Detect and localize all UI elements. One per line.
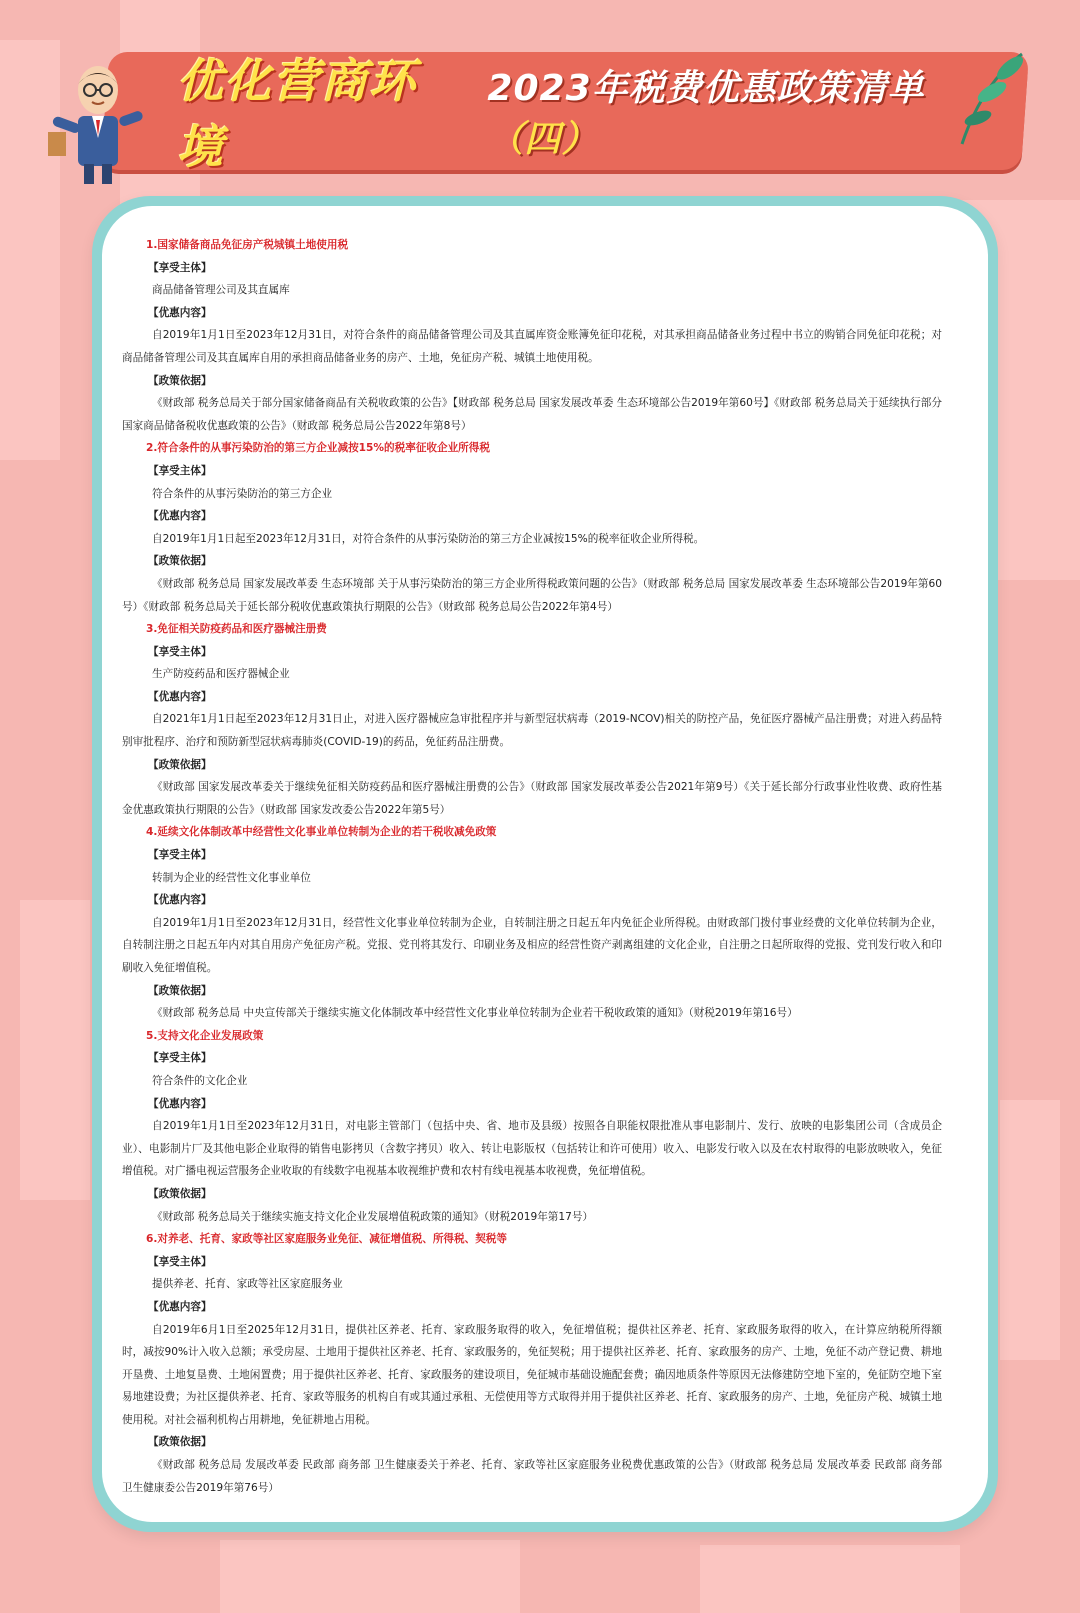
- title-paren: （四）: [487, 119, 599, 160]
- policy-content: 自2019年1月1日至2023年12月31日，经营性文化事业单位转制为企业，自转制注册之日起五年内免征企业所得税。由财政部门拨付事业经费的文化单位转制为企业，自转制注册之日起五年内对其自用房产免征房产税。党报、党刊将其发行、印刷业务及相应的经营性资产剥离组建的文化企业，自注册之日起所取得的党报、党刊发行收入和印刷收入免征增值税。: [122, 916, 942, 974]
- policy-title: 2.符合条件的从事污染防治的第三方企业减按15%的税率征收企业所得税: [146, 442, 490, 455]
- policy-subject: 提供养老、托育、家政等社区家庭服务业: [152, 1278, 343, 1291]
- basis-label: 【政策依据】: [148, 758, 212, 771]
- policy-list: [122, 234, 942, 1499]
- policy-title: 1.国家储备商品免征房产税城镇土地使用税: [146, 239, 349, 251]
- policy-item-2: [122, 437, 942, 618]
- policy-subject: 符合条件的文化企业: [152, 1074, 248, 1087]
- subject-label: 【享受主体】: [148, 645, 212, 658]
- basis-label: 【政策依据】: [148, 374, 212, 387]
- policy-title: 6.对养老、托育、家政等社区家庭服务业免征、减征增值税、所得税、契税等: [146, 1233, 507, 1246]
- policy-basis: 《财政部 税务总局 国家发展改革委 生态环境部 关于从事污染防治的第三方企业所得税政策问题的公告》（财政部 税务总局 国家发展改革委 生态环境部公告2019年第60号）《财政部 税务总局关于延长部分税收优惠政策执行期限的公告》（财政部 税务总局公告2022年第4号）: [122, 577, 942, 613]
- title-sub: [487, 60, 1025, 162]
- policy-basis: 《财政部 税务总局 发展改革委 民政部 商务部 卫生健康委关于养老、托育、家政等社区家庭服务业税费优惠政策的公告》（财政部 税务总局 发展改革委 民政部 商务部 卫生健康委公告2019年第76号）: [122, 1459, 942, 1494]
- policy-title: 5.支持文化企业发展政策: [146, 1029, 264, 1042]
- policy-content: 自2019年1月1日起至2023年12月31日，对符合条件的从事污染防治的第三方企业减按15%的税率征收企业所得税。: [152, 532, 705, 545]
- title-main: 优化营商环境: [177, 54, 417, 174]
- policy-title: 4.延续文化体制改革中经营性文化事业单位转制为企业的若干税收减免政策: [146, 826, 497, 839]
- policy-basis: 《财政部 税务总局关于继续实施支持文化企业发展增值税政策的通知》（财税2019年第17号）: [152, 1210, 594, 1223]
- policy-basis: 《财政部 税务总局关于部分国家储备商品有关税收政策的公告》【财政部 税务总局 国家发展改革委 生态环境部公告2019年第60号】《财政部 税务总局关于延续执行部分国家商品储备税收优惠政策的公告》（财政部 税务总局公告2022年第8号）: [122, 397, 942, 432]
- content-label: 【优惠内容】: [148, 1097, 212, 1110]
- policy-item-1: [122, 234, 942, 437]
- policy-subject: 商品储备管理公司及其直属库: [152, 284, 290, 297]
- policy-subject: 生产防疫药品和医疗器械企业: [152, 668, 290, 681]
- policy-item-6: [122, 1228, 942, 1499]
- basis-label: 【政策依据】: [148, 1187, 212, 1200]
- title-banner-text: [105, 52, 1025, 174]
- content-label: 【优惠内容】: [148, 1300, 212, 1313]
- policy-content: 自2019年6月1日至2025年12月31日，提供社区养老、托育、家政服务取得的收入，免征增值税；提供社区养老、托育、家政服务取得的收入，在计算应纳税所得额时，减按90%计入收入总额；承受房屋、土地用于提供社区养老、托育、家政服务的，免征契税；用于提供社区养老、托育、家政服务的房产、土地，免征不动产登记费、耕地开垦费、土地复垦费、土地闲置费；用于提供社区养老、托育、家政服务的建设项目，免征城市基础设施配套费；确因地质条件等原因无法修建防空地下室的，免征防空地下室易地建设费；为社区提供养老、托育、家政等服务的机构自有或其通过承租、无偿使用等方式取得并用于提供社区养老、托育、家政服务的房产、土地，免征房产税、城镇土地使用税。对社会福利机构占用耕地，免征耕地占用税。: [122, 1323, 942, 1426]
- subject-label: 【享受主体】: [148, 849, 212, 862]
- basis-label: 【政策依据】: [148, 984, 212, 997]
- subject-label: 【享受主体】: [148, 1255, 212, 1268]
- subject-label: 【享受主体】: [148, 261, 212, 274]
- content-label: 【优惠内容】: [148, 306, 212, 319]
- policy-title: 3.免征相关防疫药品和医疗器械注册费: [146, 623, 327, 636]
- basis-label: 【政策依据】: [148, 555, 212, 568]
- policy-subject: 符合条件的从事污染防治的第三方企业: [152, 487, 333, 500]
- cartoon-teacher-icon: [48, 58, 148, 186]
- policy-item-3: [122, 618, 942, 821]
- subject-label: 【享受主体】: [148, 1052, 212, 1065]
- policy-item-5: [122, 1025, 942, 1228]
- title-sub-text: 2023年税费优惠政策清单: [487, 68, 925, 109]
- policy-basis: 《财政部 税务总局 中央宣传部关于继续实施文化体制改革中经营性文化事业单位转制为企业若干税收政策的通知》（财税2019年第16号）: [152, 1007, 798, 1020]
- basis-label: 【政策依据】: [148, 1436, 212, 1449]
- policy-subject: 转制为企业的经营性文化事业单位: [152, 871, 311, 884]
- policy-content: 自2021年1月1日起至2023年12月31日止，对进入医疗器械应急审批程序并与新型冠状病毒（2019-NCOV)相关的防控产品，免征医疗器械产品注册费；对进入药品特别审批程序、治疗和预防新型冠状病毒肺炎(COVID-19)的药品，免征药品注册费。: [122, 713, 942, 749]
- subject-label: 【享受主体】: [148, 464, 212, 477]
- content-label: 【优惠内容】: [148, 690, 212, 703]
- policy-content: 自2019年1月1日至2023年12月31日，对电影主管部门（包括中央、省、地市及县级）按照各自职能权限批准从事电影制片、发行、放映的电影集团公司（含成员企业）、电影制片厂及其他电影企业取得的销售电影拷贝（含数字拷贝）收入、转让电影版权（包括转让和许可使用）收入、电影发行收入以及在农村取得的电影放映收入，免征增值税。对广播电视运营服务企业收取的有线数字电视基本收视维护费和农村有线电视基本收视费，免征增值税。: [122, 1120, 942, 1178]
- content-label: 【优惠内容】: [148, 894, 212, 907]
- policy-item-4: [122, 821, 942, 1024]
- content-label: 【优惠内容】: [148, 510, 212, 523]
- leaf-decoration-icon: [952, 44, 1032, 154]
- policy-content: 自2019年1月1日至2023年12月31日，对符合条件的商品储备管理公司及其直属库资金账簿免征印花税，对其承担商品储备业务过程中书立的购销合同免征印花税；对商品储备管理公司及其直属库自用的承担商品储备业务的房产、土地，免征房产税、城镇土地使用税。: [122, 329, 942, 364]
- policy-basis: 《财政部 国家发展改革委关于继续免征相关防疫药品和医疗器械注册费的公告》（财政部 国家发展改革委公告2021年第9号）《关于延长部分行政事业性收费、政府性基金优惠政策执行期限的公告》（财政部 国家发改委公告2022年第5号）: [122, 781, 942, 816]
